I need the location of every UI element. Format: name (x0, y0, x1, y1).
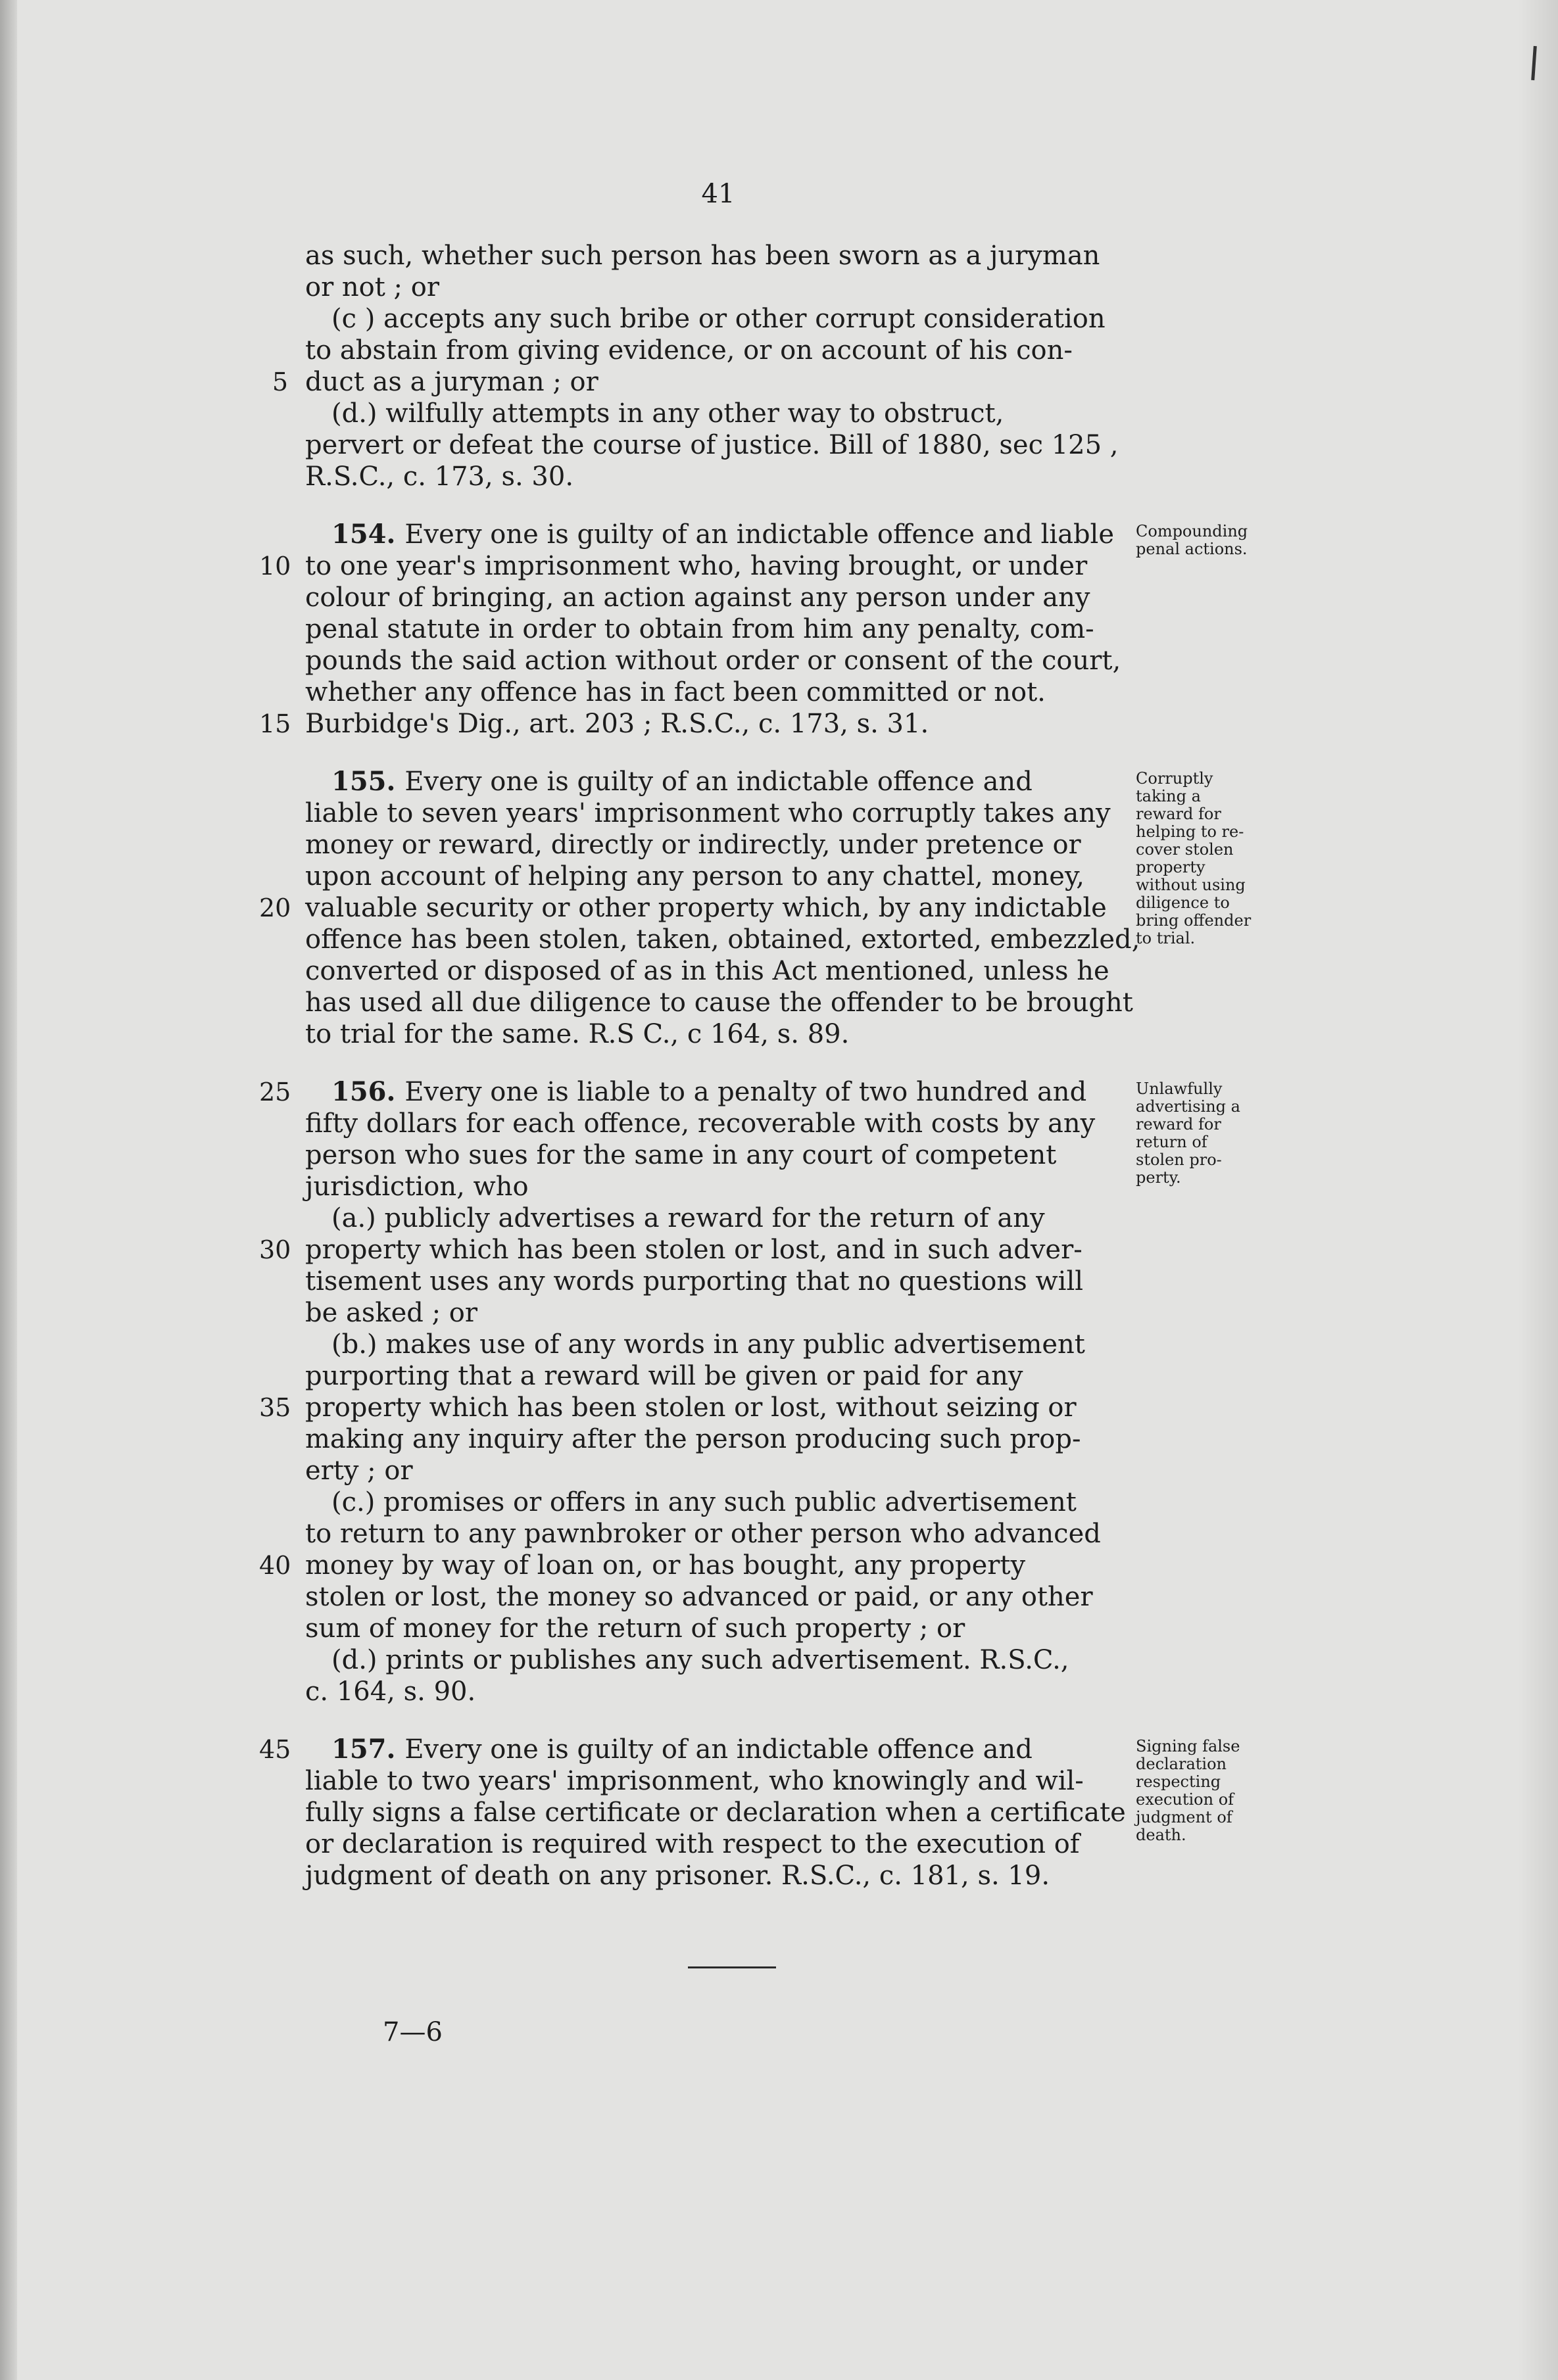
line-text: as such, whether such person has been sworn as a juryman (305, 241, 1100, 271)
line-text: to one year's imprisonment who, having brought, or under (305, 551, 1088, 581)
line-number: 25 (259, 1078, 291, 1107)
text-line (305, 272, 1134, 303)
line-text: Every one is liable to a penalty of two hundred and (404, 1077, 1087, 1107)
line-text: duct as a juryman ; or (305, 367, 598, 397)
text-line (305, 955, 1134, 987)
line-number: 40 (259, 1551, 291, 1580)
section-number: 155. (331, 766, 405, 797)
section-number: 157. (331, 1734, 405, 1765)
line-text: Every one is guilty of an indictable offence and (404, 767, 1033, 797)
line-text: making any inquiry after the person producing such prop- (305, 1424, 1081, 1454)
text-line (305, 1581, 1134, 1613)
line-text: (a.) publicly advertises a reward for the return of any (331, 1203, 1045, 1233)
line-text: whether any offence has in fact been committed or not. (305, 677, 1046, 707)
text-line (305, 582, 1134, 613)
text-line (259, 550, 1134, 582)
page-edge-shadow (1519, 0, 1558, 2380)
line-text: c. 164, s. 90. (305, 1677, 476, 1707)
text-line (259, 1734, 1134, 1765)
text-line (259, 1076, 1134, 1108)
text-line (305, 766, 1134, 797)
line-number: 5 (272, 368, 288, 396)
text-line (259, 1550, 1134, 1581)
text-line (305, 924, 1140, 955)
line-text: property which has been stolen or lost, without seizing or (305, 1392, 1077, 1423)
text-line (305, 1797, 1134, 1828)
line-text: be asked ; or (305, 1298, 477, 1328)
text-line (305, 1360, 1134, 1392)
text-line (272, 366, 1134, 398)
text-line (305, 1613, 1134, 1644)
margin-note: Unlawfully advertising a reward for return of stolen pro- perty. (1136, 1080, 1240, 1187)
text-line (305, 1139, 1134, 1171)
line-text: tisement uses any words purporting that no questions will (305, 1266, 1084, 1297)
line-text: offence has been stolen, taken, obtained, extorted, embezzled, (305, 924, 1140, 955)
line-text: R.S.C., c. 173, s. 30. (305, 462, 574, 492)
line-text: converted or disposed of as in this Act mentioned, unless he (305, 956, 1109, 986)
text-line (259, 708, 1134, 740)
body-text (259, 240, 1140, 1892)
section-gap (305, 740, 1134, 766)
page-spine-shadow (0, 0, 17, 2380)
text-line (305, 1487, 1134, 1518)
line-text: (d.) prints or publishes any such advertisement. R.S.C., (331, 1645, 1069, 1675)
text-line (305, 1108, 1134, 1139)
section-gap (305, 1050, 1134, 1076)
line-text: or not ; or (305, 272, 439, 302)
section-gap (305, 1707, 1134, 1734)
text-line (305, 797, 1134, 829)
text-line (305, 1266, 1134, 1297)
text-line (305, 519, 1134, 550)
text-line (305, 335, 1134, 366)
text-line (305, 1676, 1134, 1707)
line-text: judgment of death on any prisoner. R.S.C., c. 181, s. 19. (305, 1861, 1050, 1891)
text-line (305, 1518, 1134, 1550)
line-text: (c.) promises or offers in any such public advertisement (331, 1487, 1077, 1517)
text-line (259, 1234, 1134, 1266)
line-text: Burbidge's Dig., art. 203 ; R.S.C., c. 173, s. 31. (305, 709, 929, 739)
line-text: liable to two years' imprisonment, who knowingly and wil- (305, 1766, 1084, 1796)
end-rule (688, 1966, 776, 1968)
text-line (305, 1018, 1134, 1050)
line-text: valuable security or other property which, by any indictable (305, 893, 1107, 923)
section-number: 154. (331, 519, 405, 550)
text-line (259, 892, 1134, 924)
line-text: erty ; or (305, 1456, 413, 1486)
text-line (259, 1392, 1134, 1423)
line-text: person who sues for the same in any court of competent (305, 1140, 1057, 1170)
text-line (305, 1423, 1134, 1455)
text-line (305, 645, 1134, 677)
line-number: 20 (259, 893, 291, 922)
line-text: liable to seven years' imprisonment who corruptly takes any (305, 798, 1111, 828)
line-number: 30 (259, 1235, 291, 1264)
line-text: money or reward, directly or indirectly, under pretence or (305, 830, 1081, 860)
margin-note: Compounding penal actions. (1136, 522, 1248, 558)
text-line (305, 1202, 1134, 1234)
line-text: jurisdiction, who (305, 1172, 529, 1202)
signature-mark: 7—6 (383, 2017, 443, 2047)
text-line (305, 1644, 1134, 1676)
line-text: stolen or lost, the money so advanced or paid, or any other (305, 1582, 1093, 1612)
text-line (305, 987, 1134, 1018)
text-line (305, 1329, 1134, 1360)
text-line (305, 1828, 1134, 1860)
line-text: (d.) wilfully attempts in any other way to obstruct, (331, 398, 1004, 429)
text-line (305, 240, 1134, 272)
line-text: (b.) makes use of any words in any public advertisement (331, 1329, 1085, 1360)
line-number: 15 (259, 709, 291, 738)
line-text: penal statute in order to obtain from him any penalty, com- (305, 614, 1094, 644)
line-text: (c ) accepts any such bribe or other corrupt consideration (331, 304, 1106, 334)
line-text: upon account of helping any person to any chattel, money, (305, 861, 1084, 892)
text-line (305, 1765, 1134, 1797)
text-line (305, 829, 1134, 861)
line-text: money by way of loan on, or has bought, any property (305, 1550, 1026, 1581)
page-number: 41 (701, 179, 735, 209)
text-line (305, 429, 1134, 461)
section-gap (305, 492, 1134, 519)
text-line (305, 398, 1134, 429)
text-line (305, 1297, 1134, 1329)
line-text: to trial for the same. R.S C., c 164, s. 89. (305, 1019, 850, 1049)
section-number: 156. (331, 1076, 405, 1107)
text-line (305, 861, 1134, 892)
margin-note: Signing false declaration respecting execution of judgment of death. (1136, 1737, 1240, 1844)
line-text: or declaration is required with respect to the execution of (305, 1829, 1080, 1859)
text-line (305, 613, 1134, 645)
line-text: has used all due diligence to cause the offender to be brought (305, 988, 1133, 1018)
line-text: Every one is guilty of an indictable offence and liable (404, 519, 1115, 550)
line-text: pervert or defeat the course of justice. Bill of 1880, sec 125 , (305, 430, 1119, 460)
line-text: fifty dollars for each offence, recoverable with costs by any (305, 1108, 1096, 1139)
text-line (305, 1860, 1134, 1892)
line-number: 35 (259, 1393, 291, 1422)
line-text: sum of money for the return of such property ; or (305, 1613, 965, 1644)
line-number: 45 (259, 1735, 291, 1764)
text-line (305, 303, 1134, 335)
line-text: fully signs a false certificate or declaration when a certificate (305, 1797, 1126, 1828)
text-line (305, 1171, 1134, 1202)
line-text: to abstain from giving evidence, or on account of his con- (305, 335, 1073, 366)
line-text: purporting that a reward will be given or paid for any (305, 1361, 1023, 1391)
text-line (305, 677, 1134, 708)
line-text: property which has been stolen or lost, and in such adver- (305, 1235, 1083, 1265)
text-line (305, 1455, 1134, 1487)
line-text: colour of bringing, an action against any person under any (305, 583, 1090, 613)
line-text: pounds the said action without order or consent of the court, (305, 646, 1121, 676)
line-text: Every one is guilty of an indictable offence and (404, 1734, 1033, 1765)
line-number: 10 (259, 552, 291, 581)
line-text: to return to any pawnbroker or other person who advanced (305, 1519, 1101, 1549)
margin-note: Corruptly taking a reward for helping to re- cover stolen property without using diligence to bring offender to trial. (1136, 769, 1252, 947)
text-line (305, 461, 1134, 492)
